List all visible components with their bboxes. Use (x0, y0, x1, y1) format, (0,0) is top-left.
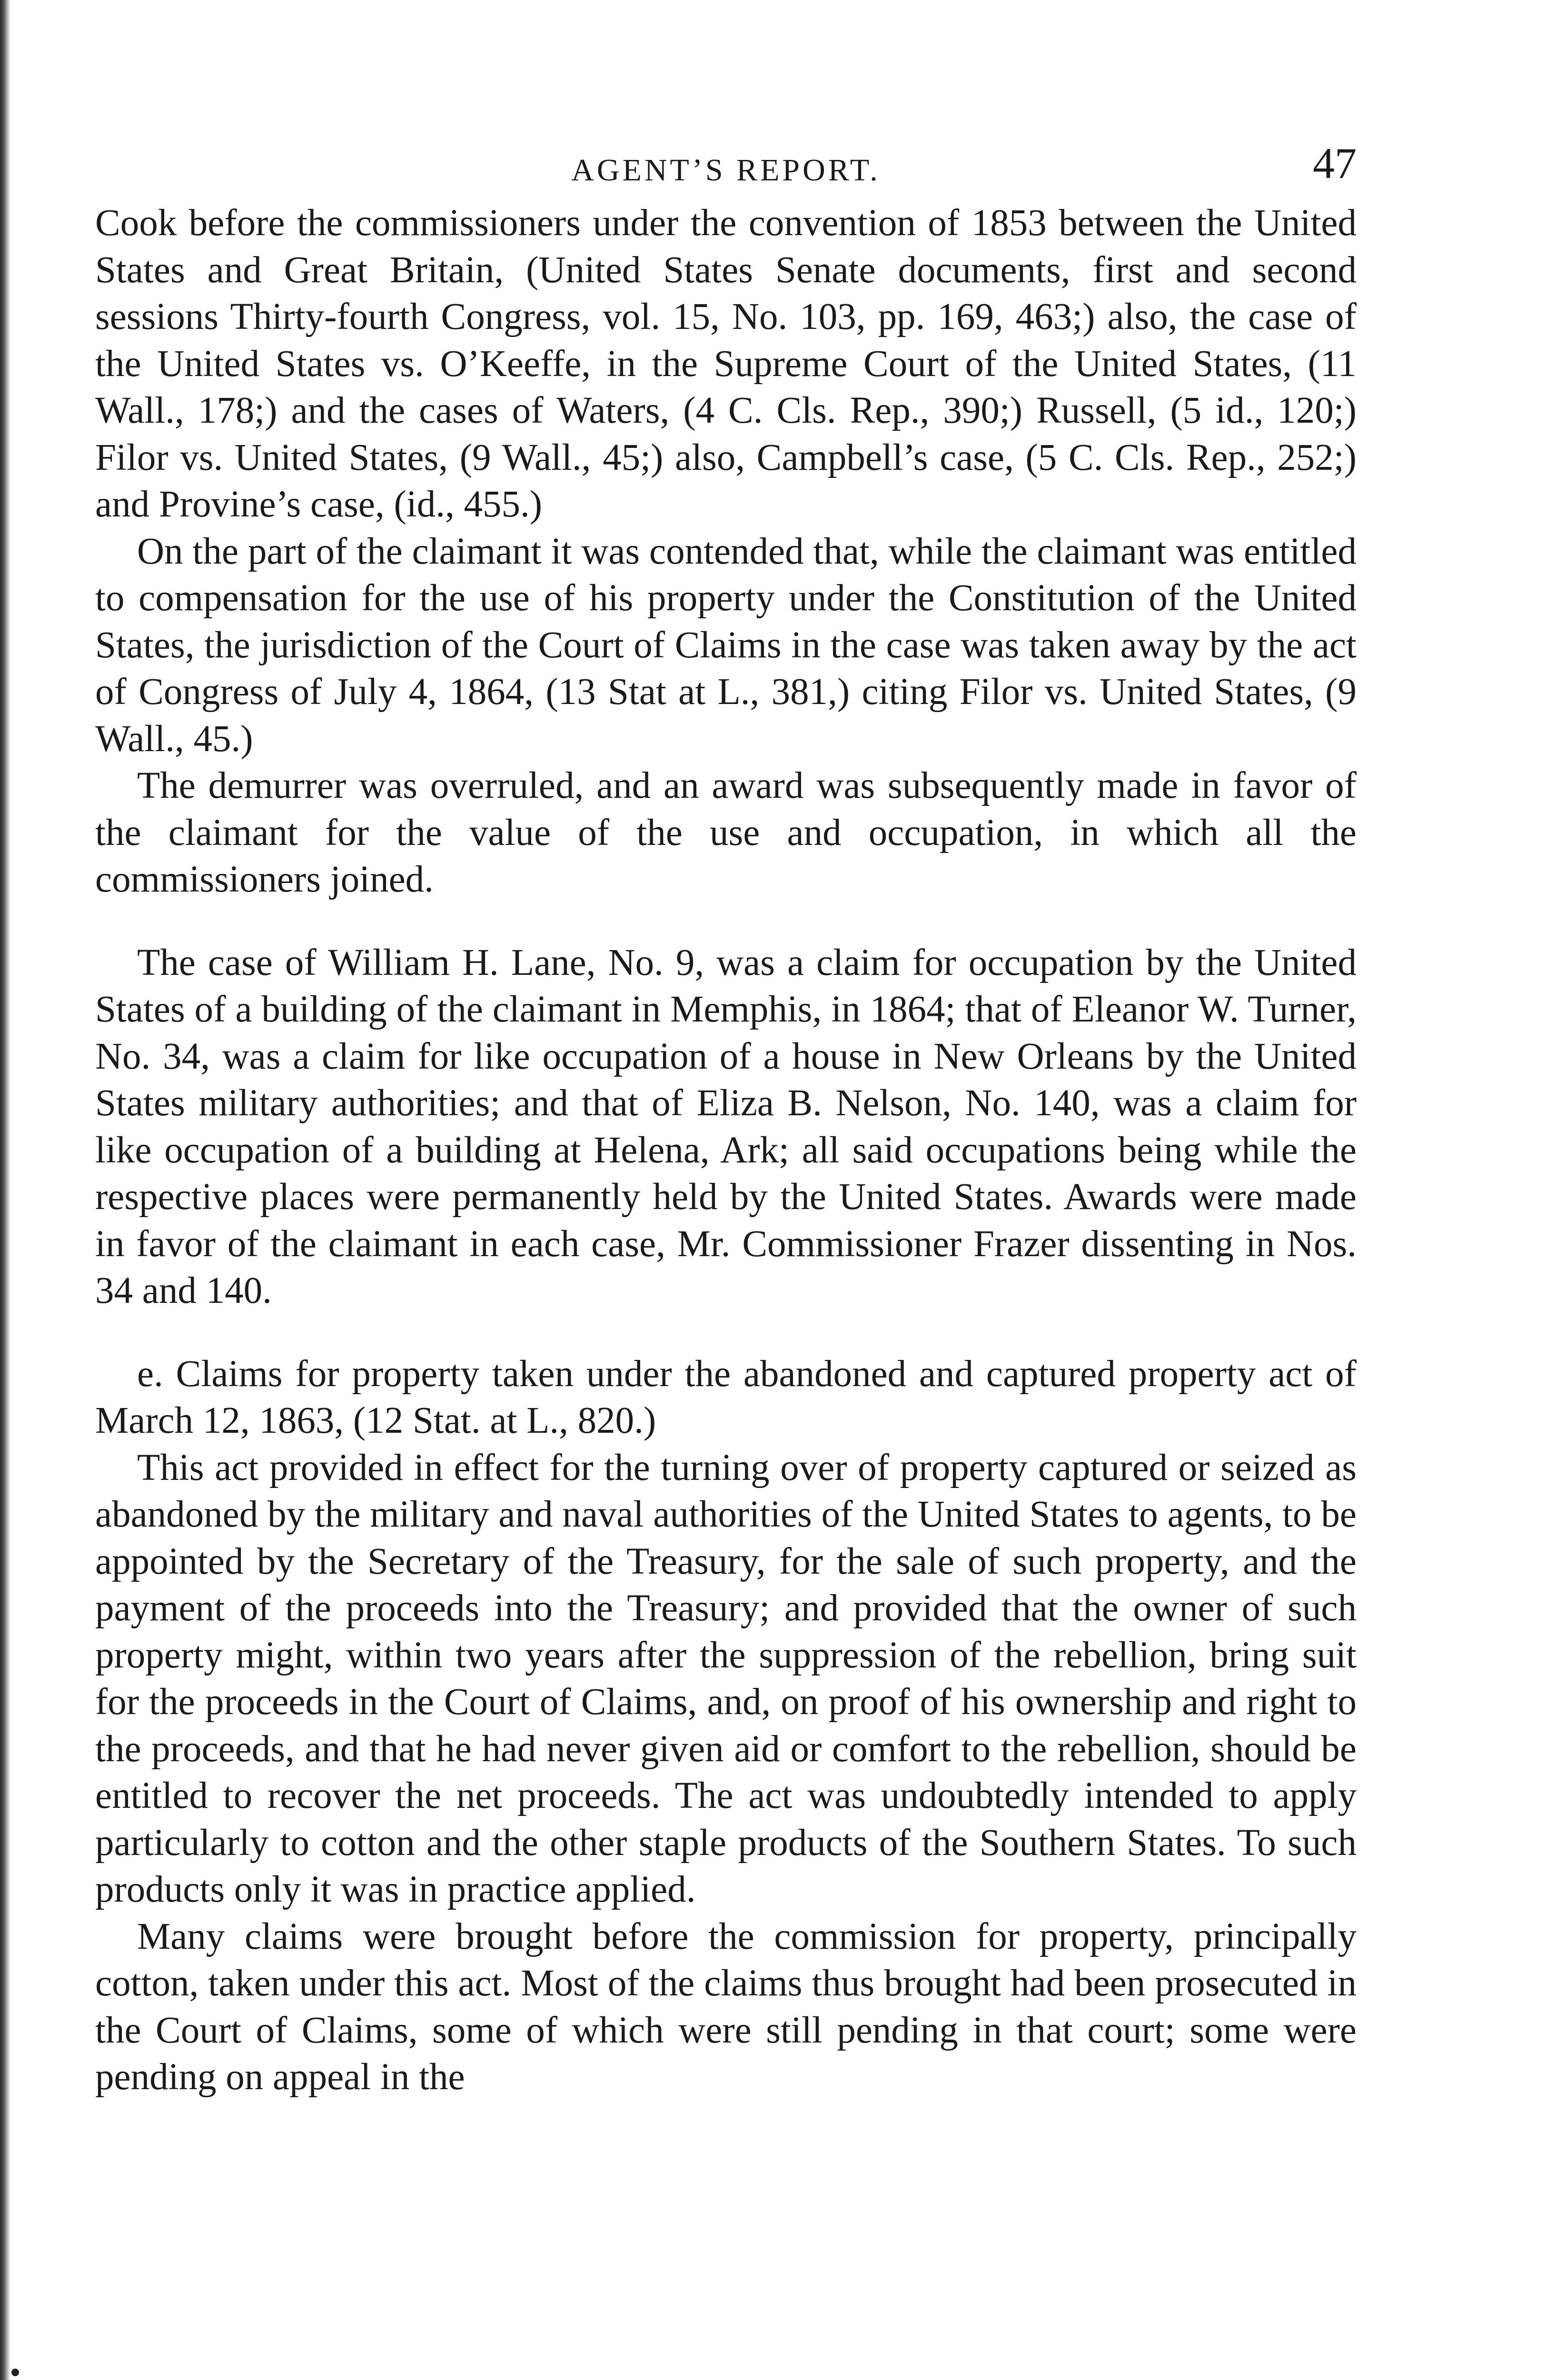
paragraph-demurrer-overruled: The demurrer was overruled, and an award was subsequently made in favor of the claimant for the value of the use and occupation, in which all the commissioners joined. (95, 765, 1357, 900)
paragraph-lane-turner-nelson: The case of William H. Lane, No. 9, was a claim for occupation by the United States of a building of the claimant in Memphis, in 1864; that of Eleanor W. Turner, No. 34, was a claim for like occupation of a house in New Orleans by the United States military authorities; and that of Eliza B. Nelson, No. 140, was a claim for like occupation of a building at Helena, Ark; all said occupations being while the respective places were permanently held by the United States. Awards were made in favor of the claimant in each case, Mr. Commissioner Frazer dissenting in Nos. 34 and 140. (95, 942, 1357, 1311)
page-number: 47 (1313, 139, 1357, 188)
running-title: AGENT’S REPORT. (571, 153, 881, 188)
paragraph-continuation: Cook before the commissioners under the convention of 1853 between the United States and Great Britain, (United States Senate documents, first and second sessions Thirty-fourth Congress, vol. 15, No. 103, pp. 169, 463;) also, the case of the United States vs. O’Keeffe, in the Supreme Court of the United States, (11 Wall., 178;) and the cases of Waters, (4 C. Cls. Rep., 390;) Russell, (5 id., 120;) Filor vs. United States, (9 Wall., 45;) also, Campbell’s case, (5 C. Cls. Rep., 252;) and Provine’s case, (id., 455.) (95, 202, 1357, 525)
page-binding-edge (0, 0, 10, 2380)
running-header (95, 138, 1357, 190)
paragraph-act-provisions: This act provided in effect for the turning over of property captured or seized as abandoned by the military and naval authorities of the United States to agents, to be appointed by the Secretary of the Treasury, for the sale of such property, and the payment of the proceeds into the Treasury; and provided that the owner of such property might, within two years after the suppression of the rebellion, bring suit for the proceeds in the Court of Claims, and, on proof of his ownership and right to the proceeds, and that he had never given aid or comfort to the rebellion, should be entitled to recover the net proceeds. The act was undoubtedly intended to apply particularly to cotton and the other staple products of the Southern States. To such products only it was in practice applied. (95, 1447, 1357, 1910)
document-page (95, 138, 1357, 2101)
page-mark (11, 2369, 19, 2376)
paragraph-section-e-heading: e. Claims for property taken under the abandoned and captured property act of March 12, 1863, (12 Stat. at L., 820.) (95, 1353, 1357, 1441)
paragraph-many-claims: Many claims were brought before the commission for property, principally cotton, taken under this act. Most of the claims thus brought had been prosecuted in the Court of Claims, some of which were still pending in that court; some were pending on appeal in the (95, 1915, 1357, 2098)
body-text (95, 200, 1357, 2101)
paragraph-claimant-contention: On the part of the claimant it was contended that, while the claimant was entitled to compensation for the use of his property under the Constitution of the United States, the jurisdiction of the Court of Claims in the case was taken away by the act of Congress of July 4, 1864, (13 Stat at L., 381,) citing Filor vs. United States, (9 Wall., 45.) (95, 530, 1357, 760)
